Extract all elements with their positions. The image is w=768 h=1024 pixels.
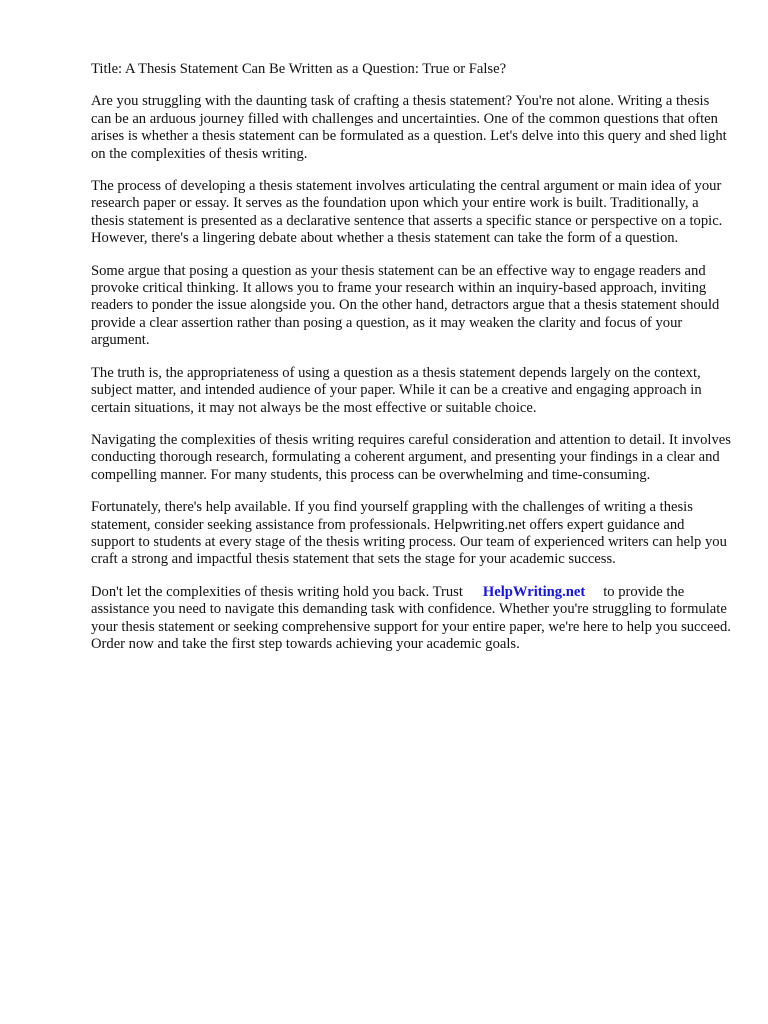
paragraph-help: Fortunately, there's help available. If you find yourself grappling with the challenges of writing a thesis statement, consider seeking assistance from professionals. Helpwriting.net offers expert guidance and support to students at every stage of the thesis writing process. Our team of experienced writers can help you craft a strong and impactful thesis statement that sets the stage for your academic success. — [91, 499, 727, 568]
helpwriting-link[interactable]: HelpWriting.net — [482, 583, 586, 600]
paragraph-intro: Are you struggling with the daunting task of crafting a thesis statement? You're not alone. Writing a thesis can be an arduous journey filled with challenges and uncertainties. One of the common questions that often arises is whether a thesis statement can be formulated as a question. Let's delve into this query and shed light on the complexities of thesis writing. — [91, 93, 727, 162]
paragraph-truth: The truth is, the appropriateness of using a question as a thesis statement depends largely on the context, subject matter, and intended audience of your paper. While it can be a creative and engaging approach in certain situations, it may not always be the most effective or suitable choice. — [91, 364, 702, 416]
paragraph-process: The process of developing a thesis statement involves articulating the central argument or main idea of your research paper or essay. It serves as the foundation upon which your entire work is built. Traditionally, a thesis statement is presented as a declarative sentence that asserts a specific stance or perspective on a topic. However, there's a lingering debate about whether a thesis statement can take the form of a question. — [91, 178, 723, 247]
document-title: Title: A Thesis Statement Can Be Written as a Question: True or False? — [91, 61, 507, 77]
closing-text-before-link: Don't let the complexities of thesis writing hold you back. Trust — [91, 583, 463, 600]
paragraph-navigating: Navigating the complexities of thesis writing requires careful consideration and attention to detail. It involves conducting thorough research, formulating a coherent argument, and presenting your findings in a clear and compelling manner. For many students, this process can be overwhelming and time-consuming. — [91, 431, 731, 483]
paragraph-closing — [91, 584, 731, 654]
document-page — [91, 61, 731, 668]
closing-text-after-link: to provide the assistance you need to navigate this demanding task with confidence. Whether you're struggling to formulate your thesis statement or seeking comprehensive support for your entire paper, we're here to help you succeed. Order now and take the first step towards achieving your academic goals. — [91, 583, 731, 652]
paragraph-argument: Some argue that posing a question as your thesis statement can be an effective way to engage readers and provoke critical thinking. It allows you to frame your research within an inquiry-based approach, inviting readers to ponder the issue alongside you. On the other hand, detractors argue that a thesis statement should provide a clear assertion rather than posing a question, as it may weaken the clarity and focus of your argument. — [91, 262, 720, 349]
